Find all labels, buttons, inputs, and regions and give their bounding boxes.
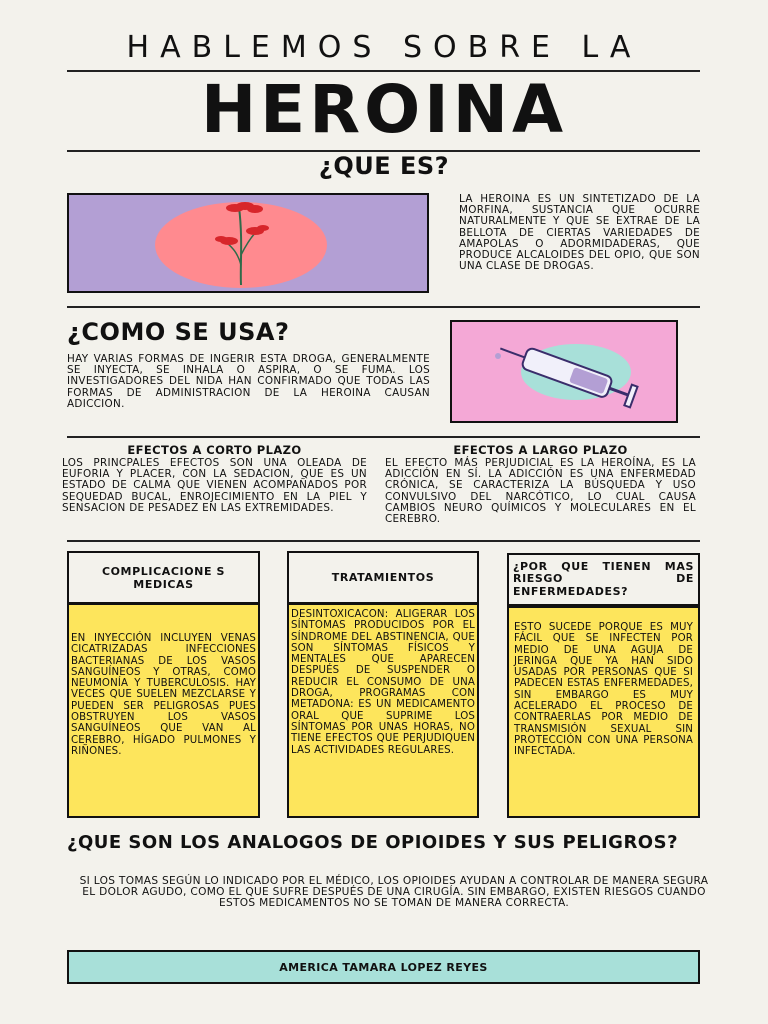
divider xyxy=(67,306,700,308)
page-title: HEROINA xyxy=(200,71,568,148)
largo-plazo-heading: EFECTOS A LARGO PLAZO xyxy=(453,443,628,457)
corto-plazo-paragraph: LOS PRINCPALES EFECTOS SON UNA OLEADA DE EUFORIA Y PLACER, CON LA SEDACION, QUE ES UN ESTADO DE CALMA QUE VIENEN ACOMPAÑADOS POR SEQUEDAD BUCAL, ENROJECIMIENTO EN LA PIEL Y SENSACION DE PESADEZ EN LAS EXTREMIDADES. xyxy=(62,457,367,514)
largo-plazo-paragraph: EL EFECTO MÁS PERJUDICIAL ES LA HEROÍNA, ES LA ADICCIÓN EN SÍ. LA ADICCIÓN ES UNA ENFERMEDAD CRÓNICA, SE CARACTERIZA LA BÚSQUEDA Y USO CONVULSIVO DEL NARCÓTICO, LO CUAL CAUSA CAMBIOS NEURO QUÍMICOS Y MOLECULARES EN EL CEREBRO. xyxy=(385,457,696,526)
divider xyxy=(67,540,700,542)
card-body-riesgo: ESTO SUCEDE PORQUE ES MUY FÁCIL QUE SE INFECTEN POR MEDIO DE UNA AGUJA DE JERINGA QUE YA HAN SIDO USADAS POR PERSONAS QUE SI PADECEN ESTAS ENFERMEDADES, SIN EMBARGO ES MUY ACELERADO EL PROCESO DE CONTRAERLAS POR MEDIO DE TRANSMISIÓN SEXUAL SIN PROTECCIÓN CON UNA PERSONA INFECTADA. xyxy=(507,606,700,818)
kicker-title: HABLEMOS SOBRE LA xyxy=(126,30,642,65)
analogos-paragraph: SI LOS TOMAS SEGÚN LO INDICADO POR EL MÉDICO, LOS OPIOIDES AYUDAN A CONTROLAR DE MANERA SEGURA EL DOLOR AGUDO, COMO EL QUE SUFRE DESPUÉS DE UNA CIRUGÍA. SIN EMBARGO, EXISTEN RIESGOS CUANDO ESTOS MEDICAMENTOS NO SE TOMAN DE MANERA CORRECTA. xyxy=(79,875,709,910)
section-heading-analogos: ¿QUE SON LOS ANALOGOS DE OPIOIDES Y SUS PELIGROS? xyxy=(67,832,679,853)
card-title-riesgo: ¿POR QUE TIENEN MAS RIESGO DE ENFERMEDADES? xyxy=(507,553,700,606)
author-banner: AMERICA TAMARA LOPEZ REYES xyxy=(67,950,700,984)
card-body-complicaciones: EN INYECCIÓN INCLUYEN VENAS CICATRIZADAS INFECCIONES BACTERIANAS DE LOS VASOS SANGUÍNEOS Y OTRAS, COMO NEUMONÍA Y TUBERCULOSIS. HAY VECES QUE SUELEN MEZCLARSE Y PUEDEN SER PELIGROSAS PUES OBSTRUYEN LOS VASOS SANGUÍNEOS QUE VAN AL CEREBRO, HÍGADO PULMONES Y RIÑONES. xyxy=(67,603,260,818)
card-title-tratamientos: TRATAMIENTOS xyxy=(287,551,479,604)
poppy-flower-icon xyxy=(69,195,427,291)
section-heading-que-es: ¿QUE ES? xyxy=(318,152,450,180)
como-se-usa-paragraph: HAY VARIAS FORMAS DE INGERIR ESTA DROGA, GENERALMENTE SE INYECTA, SE INHALA O ASPIRA, O SE FUMA. LOS INVESTIGADORES DEL NIDA HAN CONFIRMADO QUE TODAS LAS FORMAS DE ADMINISTRACION DE LA HEROINA CAUSAN ADICCION. xyxy=(67,353,430,410)
que-es-paragraph: LA HEROINA ES UN SINTETIZADO DE LA MORFINA, SUSTANCIA QUE OCURRE NATURALMENTE Y QUE SE EXTRAE DE LA BELLOTA DE CIERTAS VARIEDADES DE AMAPOLAS O ADORMIDADERAS, QUE PRODUCE ALCALOIDES DEL OPIO, QUE SON UNA CLASE DE DROGAS. xyxy=(459,193,700,273)
corto-plazo-heading: EFECTOS A CORTO PLAZO xyxy=(127,443,302,457)
card-body-tratamientos: DESINTOXICACON: ALIGERAR LOS SÍNTOMAS PRODUCIDOS POR EL SÍNDROME DEL ABSTINENCIA, QUE SON SÍNTOMAS FÍSICOS Y MENTALES QUE APARECEN DESPUÉS DE SUSPENDER O REDUCIR EL CONSUMO DE UNA DROGA, PROGRAMAS CON METADONA: ES UN MEDICAMENTO ORAL QUE SUPRIME LOS SÍNTOMAS POR UNAS HORAS, NO TIENE EFECTOS QUE PERJUDIQUEN LAS ACTIVIDADES REGULARES. xyxy=(287,603,479,818)
syringe-icon xyxy=(452,322,676,421)
divider xyxy=(67,436,700,438)
flower-image xyxy=(67,193,429,293)
card-title-complicaciones: COMPLICACIONE S MEDICAS xyxy=(67,551,260,604)
syringe-image xyxy=(450,320,678,423)
section-heading-como-se-usa: ¿COMO SE USA? xyxy=(67,318,290,346)
